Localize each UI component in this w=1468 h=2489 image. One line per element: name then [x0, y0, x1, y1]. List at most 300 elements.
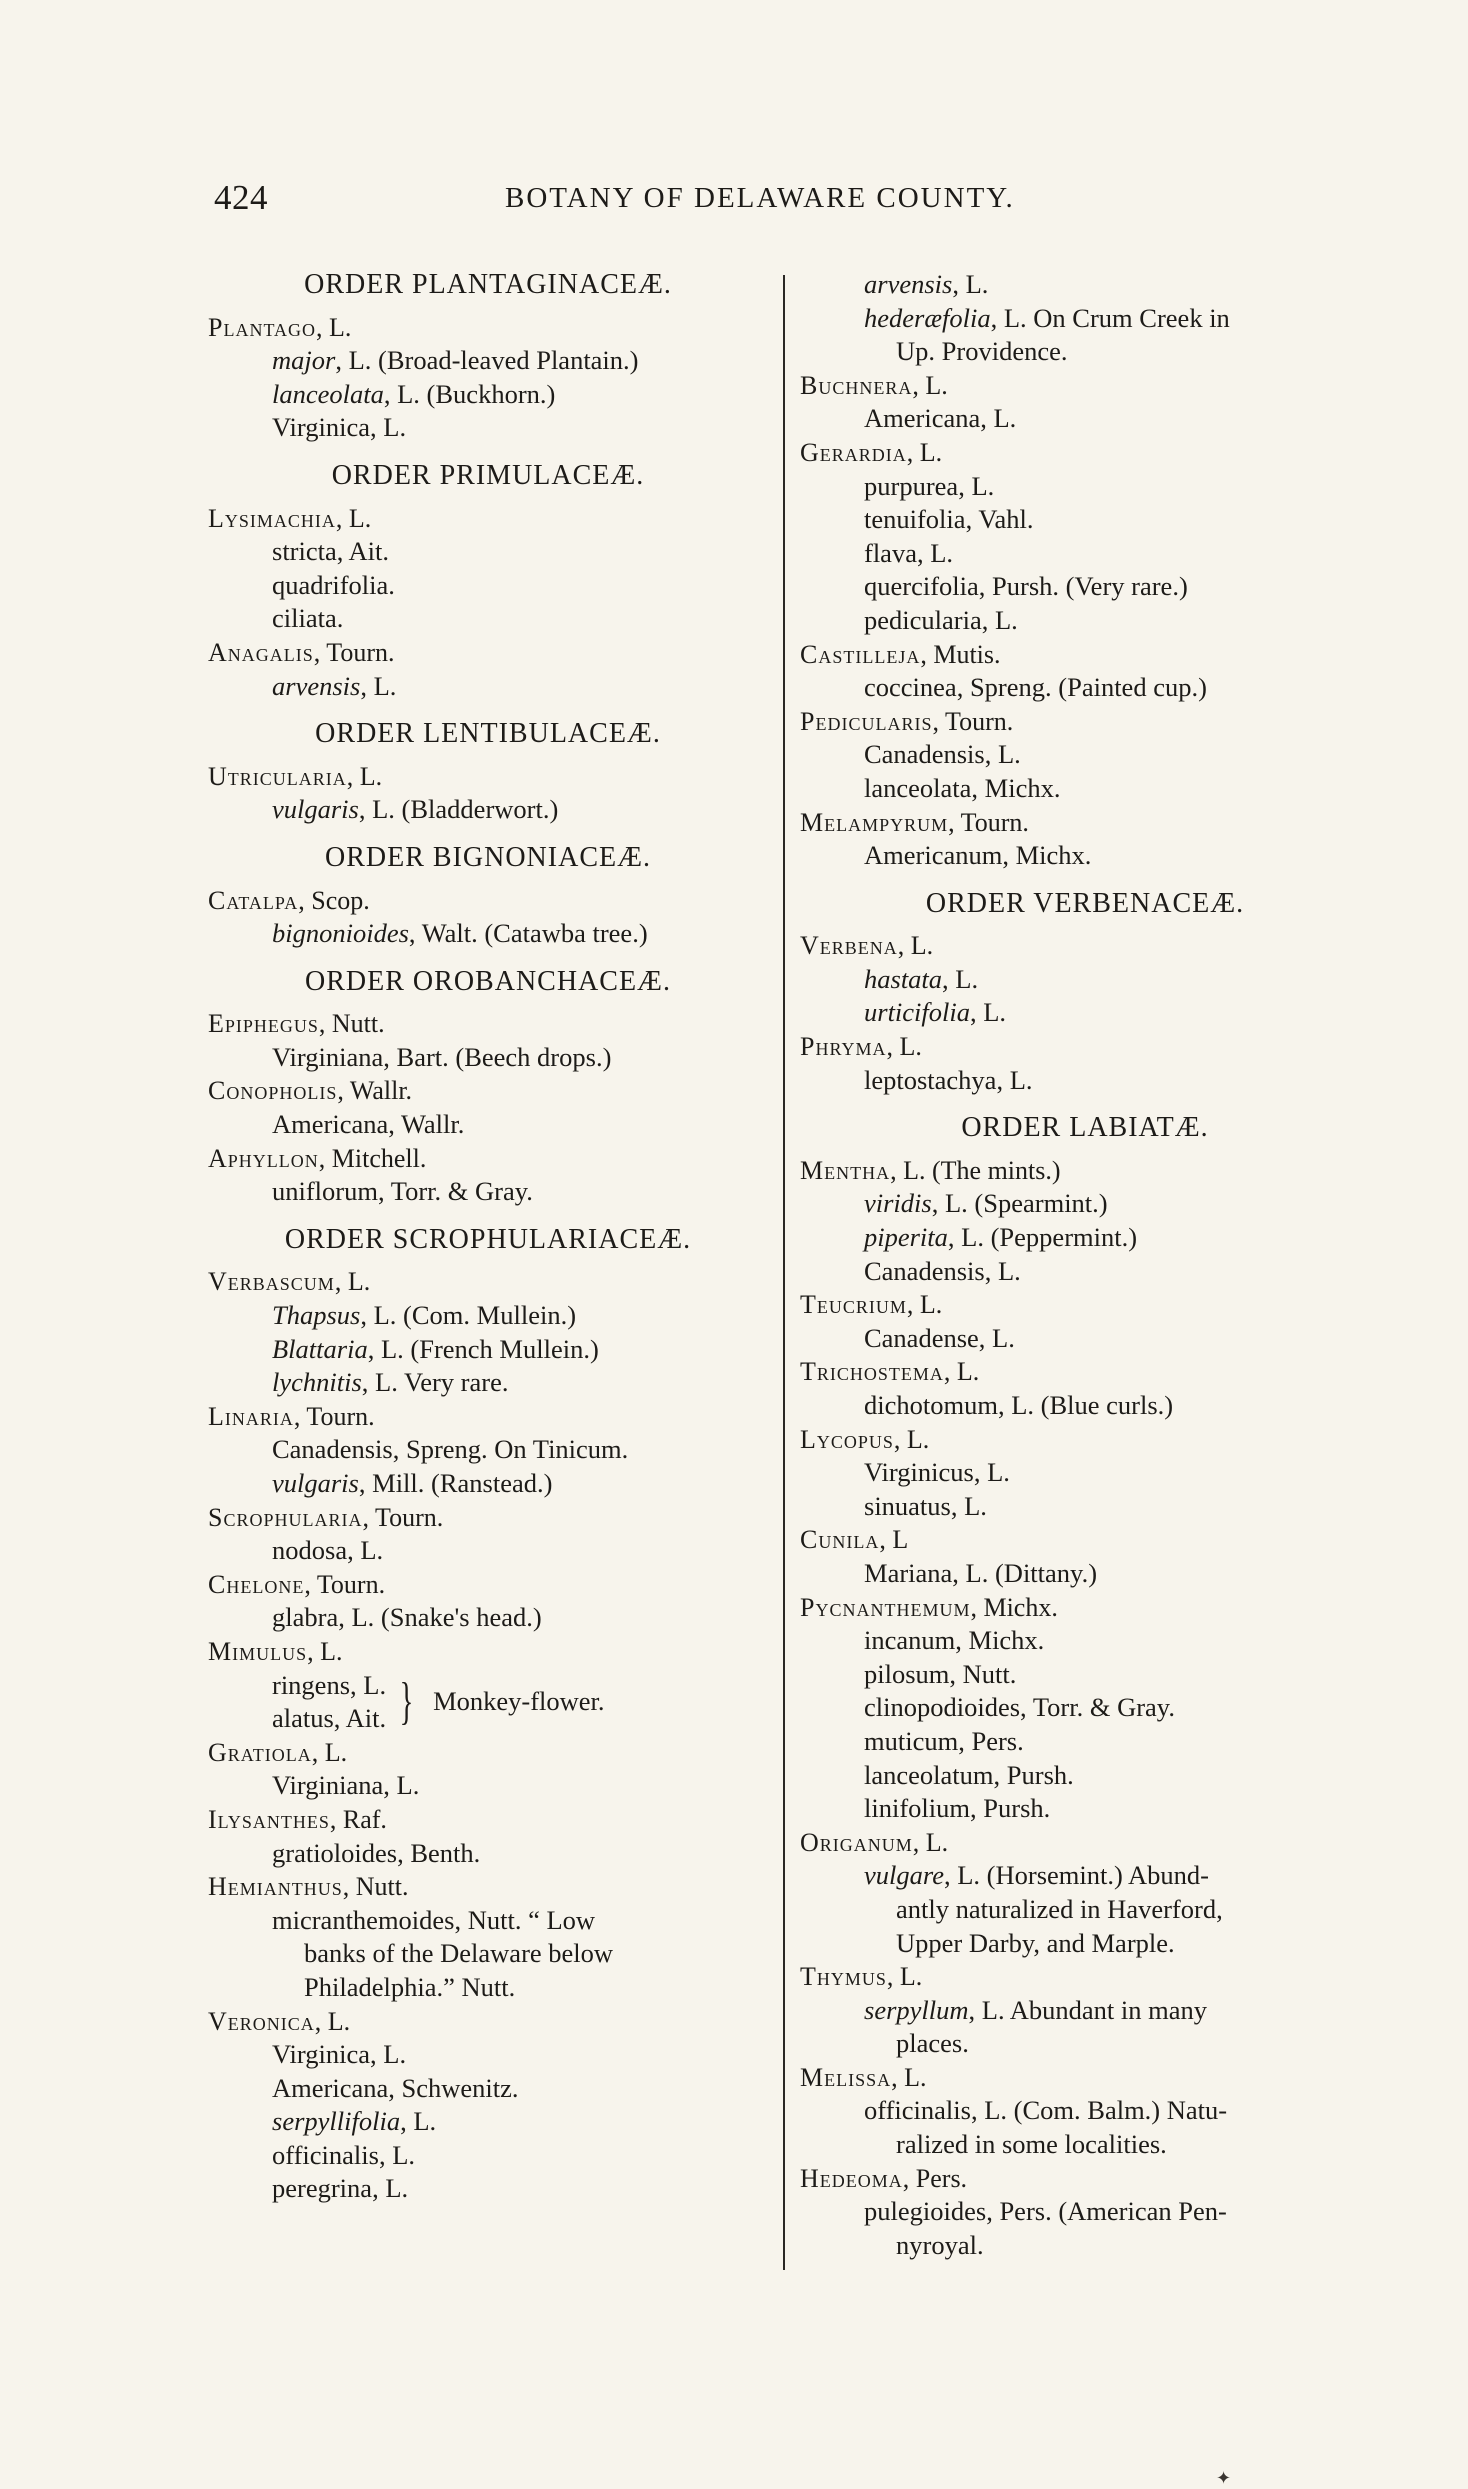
species-name: incanum	[864, 1625, 956, 1656]
species-entry	[800, 1691, 1370, 1725]
species-entry	[208, 1175, 768, 1209]
genus-name: Melissa	[800, 2062, 892, 2092]
species-name: Mariana	[864, 1557, 953, 1588]
genus-name: Melampyrum	[800, 807, 949, 837]
species-detail: , L. (Snake's head.)	[338, 1602, 542, 1633]
species-detail: , L.	[984, 739, 1021, 770]
genus-name: Origanum	[800, 1827, 913, 1857]
species-entry	[800, 470, 1370, 504]
genus-name: Gratiola	[208, 1737, 312, 1767]
genus-author: , Nutt.	[342, 1872, 409, 1902]
order-heading: ORDER OROBANCHACEÆ.	[305, 965, 671, 997]
genus-entry	[208, 1007, 768, 1041]
genus-name: Thymus	[800, 1962, 887, 1992]
species-entry	[800, 772, 1370, 806]
order-heading: ORDER BIGNONIACEÆ.	[325, 841, 651, 873]
genus-name: Anagalis	[208, 637, 314, 667]
genus-name: Cunila	[800, 1525, 880, 1555]
species-name: arvensis	[272, 670, 361, 701]
species-detail: , Nutt.	[949, 1658, 1017, 1689]
species-name: tenuifolia	[864, 504, 966, 535]
species-detail: , L.	[952, 269, 989, 299]
ornament-mark: ✦	[1216, 2468, 1232, 2488]
species-entry	[800, 268, 1370, 302]
species-name: Canadense	[864, 1322, 979, 1353]
species-detail: , L. (Dittany.)	[952, 1557, 1098, 1588]
continuation-line: places.	[896, 2028, 969, 2059]
continuation-line: ralized in some localities.	[896, 2129, 1167, 2160]
species-detail: , L. (Spearmint.)	[931, 1188, 1108, 1219]
genus-name: Catalpa	[208, 885, 299, 915]
genus-name: Pycnanthemum	[800, 1592, 971, 1622]
genus-author: , Mutis.	[920, 639, 1001, 669]
species-entry	[800, 1490, 1370, 1524]
species-entry	[208, 917, 768, 951]
species-entry	[800, 570, 1370, 604]
genus-entry	[208, 1870, 768, 1904]
genus-name: Epiphegus	[208, 1009, 319, 1039]
species-entry	[800, 2195, 1370, 2229]
species-name: flava	[864, 537, 917, 568]
genus-name: Linaria	[208, 1401, 294, 1431]
continuation-line: Up. Providence.	[896, 336, 1068, 367]
genus-name: Scrophularia	[208, 1502, 363, 1532]
order-heading: ORDER LABIATÆ.	[961, 1112, 1209, 1144]
species-name: pulegioides	[864, 2196, 987, 2227]
genus-name: Teucrium	[800, 1290, 907, 1320]
genus-author: , L.	[334, 1267, 371, 1297]
species-name: Blattaria	[272, 1333, 368, 1364]
genus-entry	[800, 638, 1370, 672]
species-entry	[208, 1041, 768, 1075]
genus-name: Buchnera	[800, 370, 913, 400]
species-detail: , Pers.	[958, 1725, 1024, 1756]
species-entry	[208, 2038, 768, 2072]
species-entry: ringens, L.	[272, 1669, 387, 1700]
genus-name: Castilleja	[800, 639, 921, 669]
species-detail: , L.	[916, 537, 954, 568]
species-entry	[800, 2094, 1370, 2128]
species-name: peregrina	[272, 2173, 373, 2204]
brace-symbol: }	[399, 1673, 414, 1731]
species-detail: , L. (French Mullein.)	[367, 1333, 599, 1364]
species-detail: , Pursh.	[993, 1759, 1074, 1790]
species-name: urticifolia	[864, 997, 970, 1028]
species-entry	[800, 1624, 1370, 1658]
species-entry	[208, 1534, 768, 1568]
species-detail: , L.	[370, 412, 407, 443]
species-name: ciliata	[272, 603, 337, 634]
species-name: muticum	[864, 1725, 959, 1756]
species-detail: , L.	[973, 1457, 1010, 1488]
species-detail: , L. (Horsemint.) Abund-	[943, 1860, 1209, 1891]
species-detail: , L.	[958, 470, 995, 501]
species-detail: , Michx.	[1002, 840, 1092, 871]
species-detail: , Pursh.	[970, 1793, 1051, 1824]
species-detail: , Walt. (Catawba tree.)	[408, 918, 648, 949]
species-name: quercifolia	[864, 571, 979, 602]
species-detail: , Michx.	[971, 772, 1061, 803]
species-entry	[800, 1322, 1370, 1356]
species-detail: , L.	[372, 2173, 409, 2204]
species-name: sinuatus	[864, 1490, 951, 1521]
species-entry	[800, 1064, 1370, 1098]
species-name: coccinea	[864, 672, 957, 703]
species-name: clinopodioides	[864, 1692, 1021, 1723]
species-name: pedicularia	[864, 604, 982, 635]
genus-author: , Nutt.	[318, 1009, 385, 1039]
genus-author: , L.	[886, 1962, 923, 1992]
species-detail: , Pers. (American Pen-	[986, 2196, 1227, 2227]
species-detail: , L. (Broad-leaved Plantain.)	[335, 345, 639, 376]
species-name: Canadensis	[272, 1434, 393, 1465]
right-column	[800, 268, 1370, 2262]
species-detail: , L.	[360, 670, 397, 701]
genus-name: Phryma	[800, 1032, 887, 1062]
species-entry	[800, 738, 1370, 772]
species-detail: , Spreng. (Painted cup.)	[956, 672, 1207, 703]
genus-author: , Tourn.	[293, 1401, 375, 1431]
genus-name: Trichostema	[800, 1357, 944, 1387]
species-name: gratioloides	[272, 1837, 398, 1868]
species-detail: , L.	[942, 963, 979, 994]
species-detail: , L.	[978, 1322, 1015, 1353]
genus-author: , Tourn.	[304, 1569, 386, 1599]
species-detail: , Torr. & Gray.	[378, 1176, 533, 1207]
species-name: Americana	[272, 2072, 389, 2103]
species-entry	[800, 671, 1370, 705]
species-detail: , L.	[996, 1064, 1033, 1095]
species-name: Virginica	[272, 2039, 371, 2070]
species-name: hastata	[864, 963, 943, 994]
species-entry	[800, 839, 1370, 873]
species-entry	[800, 1557, 1370, 1591]
species-detail: , L.	[981, 604, 1018, 635]
genus-author: , Michx.	[970, 1592, 1058, 1622]
species-name: Americanum	[864, 840, 1003, 871]
species-name: serpyllifolia	[272, 2106, 401, 2137]
species-entry	[800, 402, 1370, 436]
species-entry	[800, 1255, 1370, 1289]
species-name: Virginiana	[272, 1041, 384, 1072]
species-detail: , L.	[400, 2106, 437, 2137]
genus-author: , L.	[314, 2006, 351, 2036]
species-name: piperita	[864, 1222, 948, 1253]
genus-name: Utricularia	[208, 761, 347, 791]
species-detail: , L.	[378, 2139, 416, 2170]
species-detail: , Bart. (Beech drops.)	[383, 1041, 612, 1072]
order-heading: ORDER LENTIBULACEÆ.	[315, 718, 661, 750]
species-name: hederæfolia	[864, 302, 991, 333]
species-entry	[800, 1859, 1370, 1893]
continuation-line: antly naturalized in Haverford,	[896, 1893, 1223, 1924]
species-detail: , L. (Buckhorn.)	[383, 378, 556, 409]
species-detail: , Spreng. On Tinicum.	[392, 1434, 629, 1465]
genus-name: Veronica	[208, 2006, 315, 2036]
genus-entry	[800, 929, 1370, 963]
species-name: linifolium	[864, 1793, 970, 1824]
species-detail: , Benth.	[397, 1837, 481, 1868]
brace-group	[208, 1669, 768, 1736]
genus-entry	[208, 1635, 768, 1669]
species-entry	[208, 670, 768, 704]
genus-author: , L.	[316, 312, 352, 342]
genus-entry	[800, 1288, 1370, 1322]
species-entry	[800, 302, 1370, 336]
species-detail: , L.	[370, 2039, 407, 2070]
genus-entry	[208, 502, 768, 536]
genus-author: , Tourn.	[948, 807, 1029, 837]
species-name: arvensis	[864, 269, 953, 299]
species-name: viridis	[864, 1188, 932, 1219]
species-name: Thapsus	[272, 1300, 361, 1331]
genus-author: , L.	[906, 1290, 943, 1320]
genus-name: Lycopus	[800, 1424, 894, 1454]
genus-name: Aphyllon	[208, 1143, 319, 1173]
species-entry	[208, 411, 768, 445]
genus-entry	[208, 1265, 768, 1299]
genus-entry	[208, 1736, 768, 1770]
species-entry: alatus, Ait.	[272, 1703, 387, 1734]
species-entry	[208, 602, 768, 636]
species-name: major	[272, 345, 336, 376]
running-title: BOTANY OF DELAWARE COUNTY.	[505, 182, 1015, 214]
species-detail: , Vahl.	[965, 504, 1034, 535]
species-name: Americana	[272, 1109, 389, 1140]
species-detail: , Schwenitz.	[388, 2072, 519, 2103]
species-detail: , L. (Com. Mullein.)	[360, 1300, 577, 1331]
order-heading: ORDER PLANTAGINACEÆ.	[304, 269, 672, 300]
species-entry	[800, 1994, 1370, 2028]
species-entry	[208, 1108, 768, 1142]
brace-lines	[272, 1669, 386, 1736]
species-detail: , Ait.	[336, 536, 390, 567]
species-detail: , Wallr.	[388, 1109, 465, 1140]
genus-entry	[800, 436, 1370, 470]
species-name: leptostachya	[864, 1064, 997, 1095]
genus-author: , L	[879, 1525, 909, 1555]
species-detail: , L.	[950, 1490, 987, 1521]
genus-author: , L.	[886, 1032, 922, 1062]
genus-author: , L.	[335, 503, 372, 533]
genus-name: Mentha	[800, 1155, 891, 1185]
species-name: purpurea	[864, 470, 959, 501]
left-column	[208, 268, 768, 2206]
continuation-line: Philadelphia.” Nutt.	[304, 1971, 516, 2002]
species-name: lanceolata	[864, 772, 972, 803]
species-entry	[800, 1759, 1370, 1793]
species-entry	[208, 2072, 768, 2106]
continuation-line: Upper Darby, and Marple.	[896, 1927, 1175, 1958]
species-name: officinalis	[864, 2095, 971, 2126]
genus-entry	[208, 1501, 768, 1535]
species-entry	[208, 2172, 768, 2206]
genus-entry	[800, 1154, 1370, 1188]
species-entry	[208, 2139, 768, 2173]
genus-name: Verbascum	[208, 1267, 335, 1297]
genus-entry	[208, 760, 768, 794]
species-entry	[800, 996, 1370, 1030]
genus-author: , Wallr.	[337, 1076, 413, 1106]
species-entry	[208, 344, 768, 378]
species-detail: , L. (Blue curls.)	[997, 1390, 1174, 1420]
species-entry	[800, 1456, 1370, 1490]
continuation-line: nyroyal.	[896, 2229, 984, 2260]
species-name: pilosum	[864, 1658, 950, 1689]
species-name: lychnitis	[272, 1367, 362, 1398]
species-detail: .	[336, 603, 344, 634]
genus-entry	[208, 636, 768, 670]
genus-author: , L.	[912, 1827, 949, 1857]
species-entry	[208, 1837, 768, 1871]
genus-entry	[800, 2162, 1370, 2196]
genus-name: Chelone	[208, 1569, 305, 1599]
species-detail: , L. (Com. Balm.) Natu-	[970, 2095, 1228, 2126]
species-name: Americana	[864, 403, 981, 434]
species-entry	[208, 793, 768, 827]
species-detail: , L. (Peppermint.)	[947, 1222, 1138, 1253]
species-detail: , Pursh. (Very rare.)	[978, 571, 1188, 602]
species-entry	[208, 1299, 768, 1333]
genus-entry	[800, 806, 1370, 840]
genus-name: Hemianthus	[208, 1872, 343, 1902]
species-detail: , L. On Crum Creek in	[990, 302, 1230, 333]
species-detail: , L.	[984, 1255, 1021, 1286]
species-name: officinalis	[272, 2139, 379, 2170]
species-name: bignonioides	[272, 918, 409, 949]
common-name-note: Monkey-flower.	[433, 1686, 605, 1717]
genus-author: , L.	[307, 1636, 343, 1666]
species-detail: , Torr. & Gray.	[1020, 1692, 1175, 1723]
genus-entry	[208, 1400, 768, 1434]
species-name: dichotomum	[864, 1390, 998, 1420]
genus-name: Verbena	[800, 931, 898, 961]
species-entry	[800, 963, 1370, 997]
species-entry	[208, 569, 768, 603]
genus-name: Lysimachia	[208, 503, 336, 533]
genus-author: , L.	[891, 2062, 927, 2092]
species-name: Virginicus	[864, 1457, 974, 1488]
genus-entry	[208, 311, 768, 345]
genus-entry	[800, 2061, 1370, 2095]
genus-entry	[800, 1591, 1370, 1625]
species-name: lanceolatum	[864, 1759, 994, 1790]
species-name: nodosa	[272, 1535, 348, 1566]
species-name: quadrifolia	[272, 569, 389, 600]
genus-author: , L.	[346, 761, 383, 791]
species-detail: , L.	[347, 1535, 384, 1566]
genus-author: , Tourn.	[932, 706, 1014, 736]
genus-author: , L.	[893, 1424, 930, 1454]
species-name: stricta	[272, 536, 337, 567]
genus-entry	[800, 1826, 1370, 1860]
species-entry	[208, 1433, 768, 1467]
species-detail: , L. Very rare.	[361, 1367, 509, 1398]
species-entry	[208, 1333, 768, 1367]
genus-author: , Scop.	[298, 885, 370, 915]
species-name: serpyllum	[864, 1994, 969, 2025]
genus-author: , L.	[906, 437, 943, 467]
genus-entry	[800, 1030, 1370, 1064]
species-entry	[208, 378, 768, 412]
species-name: vulgaris	[272, 1468, 359, 1498]
genus-author: , Pers.	[902, 2163, 968, 2193]
species-name: Canadensis	[864, 1255, 985, 1286]
species-detail: , L.	[383, 1770, 420, 1801]
genus-entry	[800, 705, 1370, 739]
page-number: 424	[214, 178, 268, 217]
order-heading: ORDER SCROPHULARIACEÆ.	[284, 1223, 692, 1255]
genus-name: Hedeoma	[800, 2163, 903, 2193]
genus-author: , Tourn.	[313, 637, 395, 667]
species-entry	[800, 1792, 1370, 1826]
species-detail: .	[388, 569, 395, 600]
genus-entry	[800, 1960, 1370, 1994]
column-divider	[783, 275, 785, 2270]
genus-author: , L. (The mints.)	[890, 1155, 1061, 1185]
genus-entry	[800, 1423, 1370, 1457]
genus-entry	[208, 2005, 768, 2039]
genus-entry	[800, 369, 1370, 403]
species-name: vulgaris	[272, 794, 359, 825]
page-header	[210, 178, 1070, 234]
genus-entry	[208, 884, 768, 918]
genus-author: , Tourn.	[362, 1502, 444, 1532]
genus-entry	[208, 1568, 768, 1602]
species-entry	[208, 1904, 768, 1938]
genus-author: , L.	[912, 370, 948, 400]
species-entry	[800, 1725, 1370, 1759]
species-detail: , L. Abundant in many	[968, 1994, 1207, 2025]
species-entry	[800, 1658, 1370, 1692]
species-entry	[800, 1187, 1370, 1221]
order-heading: ORDER VERBENACEÆ.	[925, 887, 1245, 919]
species-detail: , Mill. (Ranstead.)	[358, 1468, 553, 1498]
species-name: lanceolata	[272, 378, 384, 409]
genus-entry	[208, 1074, 768, 1108]
genus-author: , L.	[311, 1737, 348, 1767]
genus-author: , Raf.	[329, 1804, 387, 1834]
species-name: vulgare	[864, 1860, 944, 1891]
species-detail: , Nutt. “ Low	[454, 1904, 596, 1935]
continuation-line: banks of the Delaware below	[304, 1938, 614, 1969]
species-entry	[800, 1389, 1370, 1423]
genus-name: Ilysanthes	[208, 1804, 330, 1834]
species-name: Virginica	[272, 412, 371, 443]
species-entry	[800, 503, 1370, 537]
species-entry	[208, 535, 768, 569]
genus-entry	[800, 1523, 1370, 1557]
species-detail: , L.	[980, 403, 1017, 434]
genus-name: Pedicularis	[800, 706, 933, 736]
genus-author: , L.	[943, 1357, 980, 1387]
genus-author: , Mitchell.	[318, 1143, 427, 1173]
species-name: Virginiana	[272, 1770, 384, 1801]
species-entry	[800, 537, 1370, 571]
species-entry	[208, 2105, 768, 2139]
species-detail: , L. (Bladderwort.)	[358, 794, 559, 825]
genus-name: Plantago	[208, 312, 317, 342]
species-entry	[800, 1221, 1370, 1255]
species-name: micranthemoides	[272, 1904, 455, 1935]
species-name: uniflorum	[272, 1176, 378, 1207]
species-detail: , Michx.	[955, 1625, 1045, 1656]
genus-name: Mimulus	[208, 1636, 308, 1666]
genus-entry	[800, 1355, 1370, 1389]
species-name: glabra	[272, 1602, 339, 1633]
genus-author: , L.	[897, 931, 934, 961]
genus-name: Gerardia	[800, 437, 907, 467]
